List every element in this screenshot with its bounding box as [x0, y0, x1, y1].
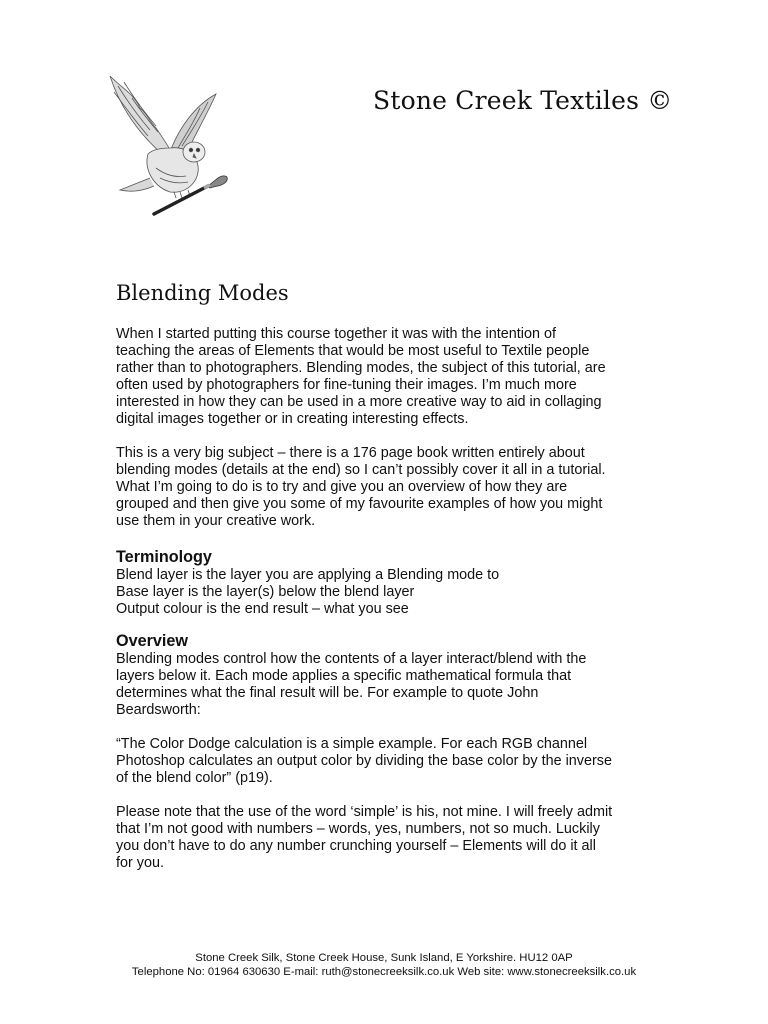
text-line: Beardsworth: [116, 702, 201, 718]
text-line: Blending modes control how the contents of a layer interact/blend with the [116, 651, 587, 667]
terminology-item: Output colour is the end result – what you see [116, 601, 409, 617]
text-line: often used by photographers for fine-tuning their images. I’m much more [116, 377, 577, 393]
page-footer [0, 951, 768, 979]
terminology-item: Blend layer is the layer you are applying a Blending mode to [116, 567, 500, 583]
text-line: Please note that the use of the word ‘simple’ is his, not mine. I will freely admit [116, 804, 613, 820]
intro-paragraph-1 [116, 326, 656, 428]
overview-paragraph-1 [116, 651, 656, 719]
page-title: Blending Modes [116, 281, 289, 305]
footer-contact: Telephone No: 01964 630630 E-mail: ruth@stonecreeksilk.co.uk Web site: www.stonecreeksilk.co.uk [131, 966, 637, 978]
text-line: digital images together or in creating interesting effects. [116, 411, 469, 427]
terminology-list [116, 567, 656, 618]
text-line: Photoshop calculates an output color by dividing the base color by the inverse [116, 753, 612, 769]
overview-paragraph-3 [116, 804, 656, 872]
text-line: you don’t have to do any number crunching yourself – Elements will do it all [116, 838, 596, 854]
text-line: of the blend color” (p19). [116, 770, 273, 786]
owl-with-paintbrush-logo [104, 68, 234, 218]
text-line: rather than to photographers. Blending modes, the subject of this tutorial, are [116, 360, 606, 376]
text-line: teaching the areas of Elements that would be most useful to Textile people [116, 343, 590, 359]
terminology-item: Base layer is the layer(s) below the blend layer [116, 584, 415, 600]
text-line: interested in how they can be used in a more creative way to aid in collaging [116, 394, 602, 410]
overview-heading: Overview [116, 632, 188, 650]
overview-quote [116, 736, 656, 787]
text-line: use them in your creative work. [116, 513, 316, 529]
text-line: This is a very big subject – there is a 176 page book written entirely about [116, 445, 585, 461]
footer-address: Stone Creek Silk, Stone Creek House, Sunk Island, E Yorkshire. HU12 0AP [195, 952, 573, 964]
text-line: What I’m going to do is to try and give you an overview of how they are [116, 479, 568, 495]
text-line: for you. [116, 855, 164, 871]
intro-paragraph-2 [116, 445, 656, 530]
text-line: layers below it. Each mode applies a specific mathematical formula that [116, 668, 572, 684]
text-line: determines what the final result will be. For example to quote John [116, 685, 539, 701]
document-body [116, 326, 656, 889]
text-line: grouped and then give you some of my favourite examples of how you might [116, 496, 603, 512]
text-line: blending modes (details at the end) so I can’t possibly cover it all in a tutorial. [116, 462, 606, 478]
brand-name: Stone Creek Textiles © [373, 86, 673, 115]
text-line: “The Color Dodge calculation is a simple example. For each RGB channel [116, 736, 588, 752]
text-line: When I started putting this course together it was with the intention of [116, 326, 556, 342]
terminology-heading: Terminology [116, 548, 212, 566]
text-line: that I’m not good with numbers – words, yes, numbers, not so much. Luckily [116, 821, 600, 837]
